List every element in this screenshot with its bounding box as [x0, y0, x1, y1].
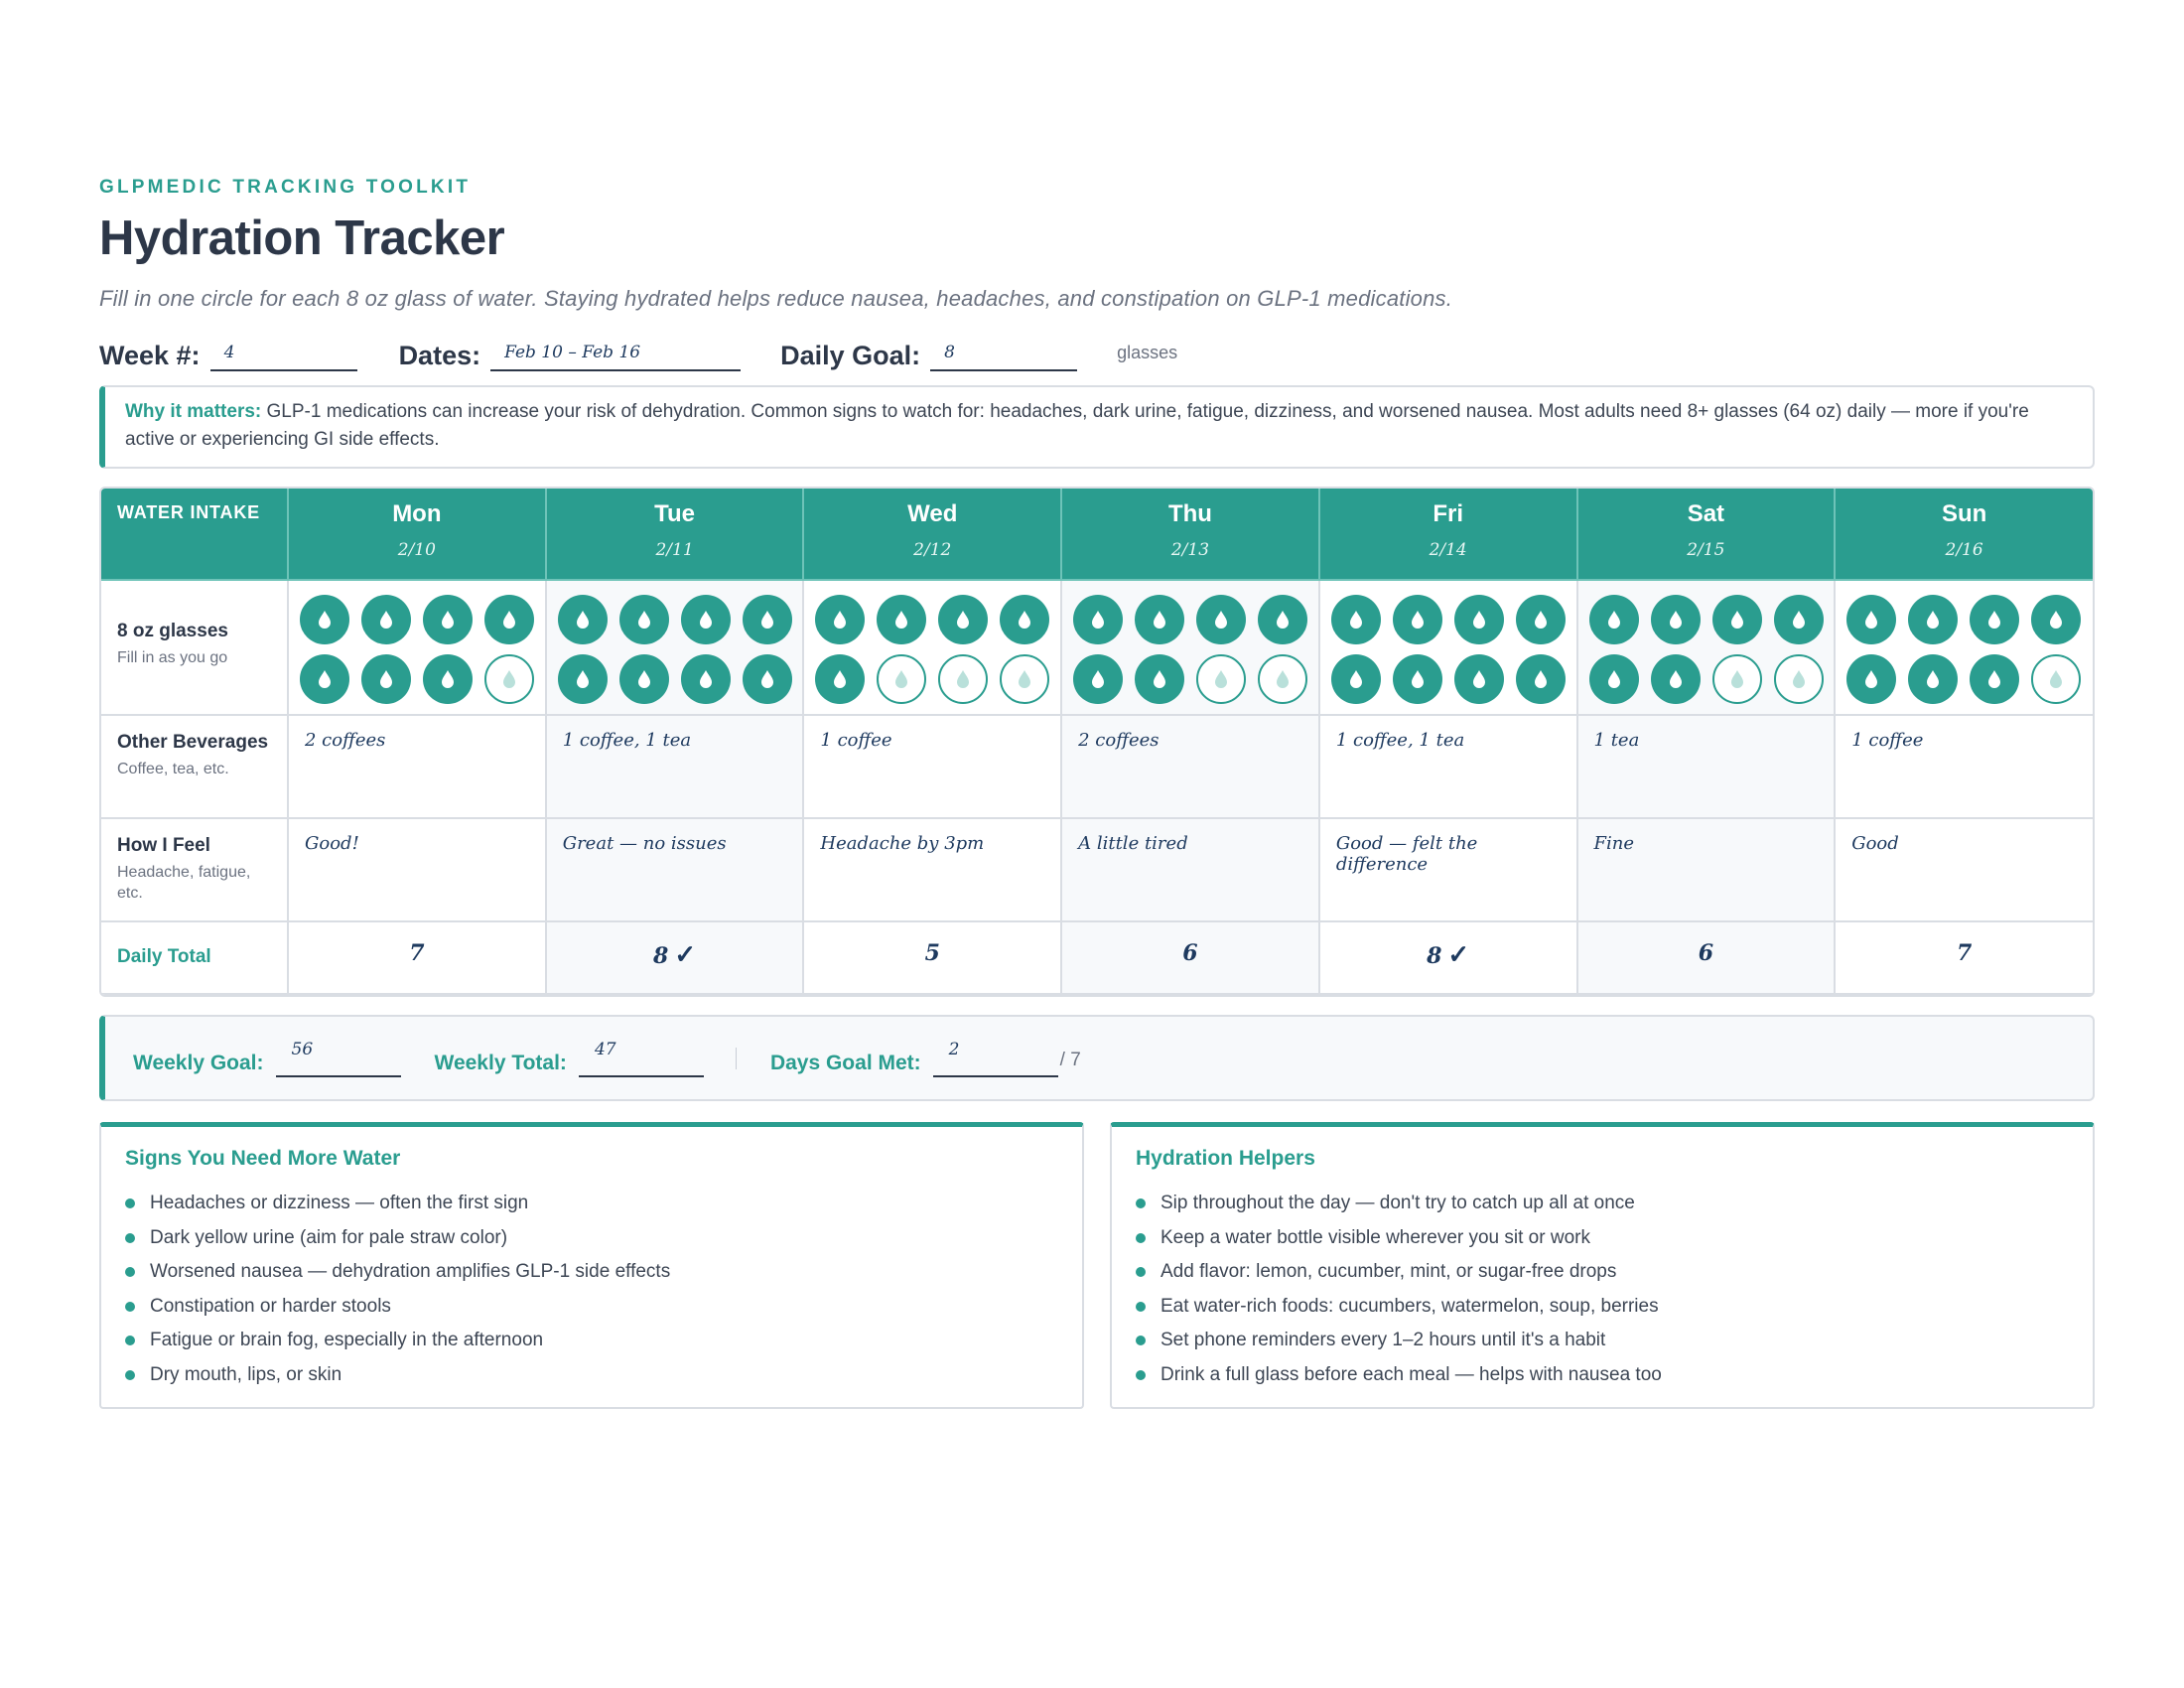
empty-glass-circle[interactable] — [938, 654, 988, 704]
day-name: Sat — [1687, 500, 1725, 527]
day-header — [1577, 489, 1836, 580]
glasses-grid — [1062, 581, 1318, 714]
water-drop-icon — [440, 669, 456, 689]
filled-glass-circle[interactable] — [1589, 595, 1639, 644]
week-label: Week #: — [99, 341, 201, 370]
list-item-text: Worsened nausea — dehydration amplifies GLP-1 side effects — [150, 1261, 671, 1283]
list-item-text: Add flavor: lemon, cucumber, mint, or sugar-free drops — [1160, 1261, 1617, 1283]
empty-glass-circle[interactable] — [877, 654, 926, 704]
filled-glass-circle[interactable] — [1393, 654, 1442, 704]
feel-row — [101, 818, 2093, 921]
feel-cell[interactable]: Good — felt the difference — [1319, 818, 1577, 921]
list-item — [1136, 1324, 2069, 1358]
daily-total-value: 7 — [409, 940, 425, 966]
bullet-dot-icon — [1136, 1302, 1146, 1312]
bullet-dot-icon — [125, 1336, 135, 1345]
daily-total-cell[interactable] — [288, 921, 546, 994]
water-drop-icon — [440, 610, 456, 630]
beverages-row — [101, 715, 2093, 818]
daily-total-value: 8 — [653, 943, 669, 969]
beverages-cell[interactable]: 2 coffees — [1061, 715, 1319, 818]
day-date: 2/10 — [397, 540, 436, 560]
water-drop-icon — [501, 610, 517, 630]
list-item-text: Dry mouth, lips, or skin — [150, 1363, 342, 1385]
filled-glass-circle[interactable] — [619, 654, 669, 704]
weekly-summary — [99, 1015, 2095, 1101]
daily-total-cell[interactable] — [1061, 921, 1319, 994]
day-header — [1061, 489, 1319, 580]
water-drop-icon — [575, 669, 591, 689]
list-item — [1136, 1221, 2069, 1256]
empty-glass-circle[interactable] — [1712, 654, 1762, 704]
glasses-cell — [1835, 580, 2093, 715]
list-item — [125, 1187, 1058, 1221]
beverages-row-sublabel: Coffee, tea, etc. — [117, 761, 229, 777]
water-drop-icon — [832, 669, 848, 689]
daily-total-cell[interactable] — [1319, 921, 1577, 994]
weekly-divider — [736, 1048, 737, 1069]
water-drop-icon — [832, 610, 848, 630]
water-drop-icon — [1533, 669, 1549, 689]
filled-glass-circle[interactable] — [1454, 654, 1504, 704]
day-name: Fri — [1433, 500, 1463, 527]
water-drop-icon — [1090, 610, 1106, 630]
empty-glass-circle[interactable] — [1258, 654, 1307, 704]
list-item-text: Fatigue or brain fog, especially in the afternoon — [150, 1330, 544, 1351]
beverages-cell[interactable]: 1 coffee, 1 tea — [1319, 715, 1577, 818]
toolkit-eyebrow: GLPMEDIC TRACKING TOOLKIT — [99, 177, 472, 198]
water-drop-icon — [1410, 669, 1426, 689]
filled-glass-circle[interactable] — [1258, 595, 1307, 644]
list-item-text: Set phone reminders every 1–2 hours until it's a habit — [1160, 1330, 1606, 1351]
filled-glass-circle[interactable] — [815, 654, 865, 704]
filled-glass-circle[interactable] — [300, 654, 349, 704]
filled-glass-circle[interactable] — [681, 654, 731, 704]
water-drop-icon — [955, 610, 971, 630]
list-item — [1136, 1290, 2069, 1325]
weekly-total-label: Weekly Total: — [434, 1051, 567, 1074]
bullet-dot-icon — [125, 1198, 135, 1208]
bullet-dot-icon — [1136, 1336, 1146, 1345]
water-drop-icon — [698, 610, 714, 630]
list-item — [125, 1290, 1058, 1325]
water-drop-icon — [1017, 669, 1032, 689]
dates-label: Dates: — [398, 341, 481, 370]
empty-glass-circle[interactable] — [2031, 654, 2081, 704]
list-item-text: Keep a water bottle visible wherever you sit or work — [1160, 1226, 1590, 1248]
water-drop-icon — [1348, 669, 1364, 689]
list-item-text: Drink a full glass before each meal — helps with nausea too — [1160, 1363, 1662, 1385]
page-subtitle: Fill in one circle for each 8 oz glass of water. Staying hydrated helps reduce nausea, headaches, and constipation on GLP-1 medications. — [99, 286, 1453, 311]
glasses-row-header — [101, 580, 288, 715]
filled-glass-circle[interactable] — [1589, 654, 1639, 704]
daily-total-row — [101, 921, 2093, 994]
water-drop-icon — [1606, 610, 1622, 630]
day-date: 2/14 — [1429, 540, 1467, 560]
water-drop-icon — [317, 669, 333, 689]
beverages-cell[interactable]: 1 tea — [1577, 715, 1836, 818]
empty-glass-circle[interactable] — [1774, 654, 1824, 704]
filled-glass-circle[interactable] — [300, 595, 349, 644]
feel-cell[interactable]: Great — no issues — [546, 818, 804, 921]
table-header-row — [101, 489, 2093, 580]
filled-glass-circle[interactable] — [1908, 654, 1958, 704]
filled-glass-circle[interactable] — [423, 654, 473, 704]
weekly-goal-label: Weekly Goal: — [133, 1051, 264, 1074]
filled-glass-circle[interactable] — [558, 654, 608, 704]
water-drop-icon — [378, 669, 394, 689]
filled-glass-circle[interactable] — [1000, 595, 1049, 644]
callout-lead: Why it matters: — [125, 401, 262, 422]
daily-total-value: 7 — [1956, 940, 1973, 966]
water-drop-icon — [1925, 669, 1941, 689]
glasses-cell — [288, 580, 546, 715]
water-drop-icon — [1668, 610, 1684, 630]
glasses-row-label: 8 oz glasses — [117, 621, 228, 641]
feel-cell[interactable]: Fine — [1577, 818, 1836, 921]
glasses-grid — [289, 581, 545, 714]
filled-glass-circle[interactable] — [681, 595, 731, 644]
water-drop-icon — [893, 669, 909, 689]
table-corner-label: WATER INTAKE — [101, 489, 288, 580]
beverages-cell[interactable]: 1 coffee, 1 tea — [546, 715, 804, 818]
glasses-cell — [803, 580, 1061, 715]
water-drop-icon — [1925, 610, 1941, 630]
daily-goal-label: Daily Goal: — [780, 341, 921, 370]
glasses-row-sublabel: Fill in as you go — [117, 649, 228, 666]
water-drop-icon — [1606, 669, 1622, 689]
filled-glass-circle[interactable] — [558, 595, 608, 644]
water-drop-icon — [1152, 669, 1167, 689]
feel-cell[interactable]: A little tired — [1061, 818, 1319, 921]
water-drop-icon — [1986, 610, 2002, 630]
bullet-dot-icon — [125, 1302, 135, 1312]
water-drop-icon — [636, 669, 652, 689]
water-drop-icon — [759, 610, 775, 630]
daily-total-value: 8 — [1427, 943, 1442, 969]
filled-glass-circle[interactable] — [2031, 595, 2081, 644]
water-drop-icon — [1275, 669, 1291, 689]
filled-glass-circle[interactable] — [1331, 654, 1381, 704]
daily-total-cell[interactable] — [803, 921, 1061, 994]
day-name: Tue — [654, 500, 695, 527]
weekly-goal-field[interactable]: 56 — [276, 1040, 401, 1077]
day-name: Wed — [907, 500, 958, 527]
list-item-text: Sip throughout the day — don't try to catch up all at once — [1160, 1193, 1635, 1214]
filled-glass-circle[interactable] — [1135, 595, 1184, 644]
day-header — [288, 489, 546, 580]
filled-glass-circle[interactable] — [361, 595, 411, 644]
glasses-cell — [1319, 580, 1577, 715]
filled-glass-circle[interactable] — [1774, 595, 1824, 644]
list-item — [125, 1221, 1058, 1256]
day-header — [546, 489, 804, 580]
filled-glass-circle[interactable] — [423, 595, 473, 644]
water-drop-icon — [1410, 610, 1426, 630]
list-item — [125, 1324, 1058, 1358]
glasses-grid — [1836, 581, 2093, 714]
list-item-text: Dark yellow urine (aim for pale straw color) — [150, 1226, 508, 1248]
water-drop-icon — [636, 610, 652, 630]
water-drop-icon — [1275, 610, 1291, 630]
daily-total-cell[interactable] — [546, 921, 804, 994]
beverages-row-header — [101, 715, 288, 818]
goal-met-check-icon: ✓ — [1447, 940, 1470, 970]
week-field[interactable]: 4 — [210, 336, 357, 371]
bullet-dot-icon — [1136, 1370, 1146, 1380]
water-drop-icon — [1863, 610, 1879, 630]
water-drop-icon — [1791, 669, 1807, 689]
daily-total-value: 5 — [924, 940, 940, 966]
bullet-dot-icon — [1136, 1233, 1146, 1243]
list-item — [1136, 1187, 2069, 1221]
filled-glass-circle[interactable] — [1516, 595, 1566, 644]
list-item — [1136, 1358, 2069, 1393]
beverages-cell[interactable]: 1 coffee — [803, 715, 1061, 818]
filled-glass-circle[interactable] — [1516, 654, 1566, 704]
water-drop-icon — [1213, 669, 1229, 689]
filled-glass-circle[interactable] — [1970, 654, 2019, 704]
water-drop-icon — [1729, 610, 1745, 630]
filled-glass-circle[interactable] — [1454, 595, 1504, 644]
daily-goal-field[interactable]: 8 — [930, 336, 1077, 371]
why-it-matters-callout — [99, 385, 2095, 469]
daily-goal-unit: glasses — [1117, 343, 1178, 362]
list-item — [125, 1358, 1058, 1393]
feel-row-sublabel: Headache, fatigue, etc. — [117, 864, 251, 902]
water-drop-icon — [1471, 610, 1487, 630]
day-date: 2/13 — [1170, 540, 1210, 560]
water-drop-icon — [317, 610, 333, 630]
water-drop-icon — [501, 669, 517, 689]
day-name: Sun — [1941, 500, 1987, 527]
list-item — [1136, 1255, 2069, 1290]
feel-row-header — [101, 818, 288, 921]
filled-glass-circle[interactable] — [1846, 654, 1896, 704]
empty-glass-circle[interactable] — [484, 654, 534, 704]
filled-glass-circle[interactable] — [815, 595, 865, 644]
daily-total-value: 6 — [1182, 940, 1198, 966]
water-drop-icon — [893, 610, 909, 630]
water-intake-table — [99, 487, 2095, 997]
list-item-text: Headaches or dizziness — often the first sign — [150, 1193, 529, 1214]
filled-glass-circle[interactable] — [1712, 595, 1762, 644]
water-drop-icon — [955, 669, 971, 689]
tracker-meta — [99, 332, 2095, 371]
day-header — [803, 489, 1061, 580]
daily-total-cell[interactable] — [1835, 921, 2093, 994]
water-drop-icon — [2048, 669, 2064, 689]
weekly-total-field[interactable]: 47 — [579, 1040, 704, 1077]
water-drop-icon — [1471, 669, 1487, 689]
filled-glass-circle[interactable] — [1073, 595, 1123, 644]
bullet-dot-icon — [1136, 1267, 1146, 1277]
glasses-cell — [1061, 580, 1319, 715]
bullet-dot-icon — [125, 1267, 135, 1277]
tips-section — [99, 1122, 2095, 1409]
filled-glass-circle[interactable] — [743, 595, 792, 644]
glasses-grid — [1320, 581, 1576, 714]
days-goal-met-label: Days Goal Met: — [769, 1051, 921, 1074]
feel-cell[interactable]: Good — [1835, 818, 2093, 921]
day-name: Thu — [1167, 500, 1212, 527]
filled-glass-circle[interactable] — [1073, 654, 1123, 704]
list-item-text: Eat water-rich foods: cucumbers, watermelon, soup, berries — [1160, 1295, 1659, 1317]
list-item-text: Constipation or harder stools — [150, 1295, 391, 1317]
water-drop-icon — [1863, 669, 1879, 689]
feel-row-label: How I Feel — [117, 835, 210, 856]
beverages-cell[interactable]: 2 coffees — [288, 715, 546, 818]
filled-glass-circle[interactable] — [1135, 654, 1184, 704]
water-drop-icon — [1348, 610, 1364, 630]
days-goal-met-field[interactable]: 2 — [933, 1040, 1058, 1077]
water-drop-icon — [1791, 610, 1807, 630]
callout-text: GLP-1 medications can increase your risk of dehydration. Common signs to watch for: headaches, dark urine, fatigue, dizziness, and worsened nausea. Most adults need 8+ glasses (64 oz) daily — more if you're active or experiencing GI side effects. — [125, 401, 2029, 450]
helpers-list — [1136, 1187, 2069, 1392]
feel-cell[interactable]: Headache by 3pm — [803, 818, 1061, 921]
water-drop-icon — [1986, 669, 2002, 689]
beverages-cell[interactable]: 1 coffee — [1835, 715, 2093, 818]
glasses-row — [101, 580, 2093, 715]
daily-total-cell[interactable] — [1577, 921, 1836, 994]
water-drop-icon — [575, 610, 591, 630]
bullet-dot-icon — [125, 1370, 135, 1380]
signs-list — [125, 1187, 1058, 1392]
filled-glass-circle[interactable] — [1846, 595, 1896, 644]
filled-glass-circle[interactable] — [361, 654, 411, 704]
bullet-dot-icon — [125, 1233, 135, 1243]
filled-glass-circle[interactable] — [1651, 654, 1701, 704]
day-date: 2/11 — [655, 540, 694, 560]
empty-glass-circle[interactable] — [1196, 654, 1246, 704]
glasses-grid — [1578, 581, 1835, 714]
water-drop-icon — [1152, 610, 1167, 630]
day-header — [1835, 489, 2093, 580]
filled-glass-circle[interactable] — [877, 595, 926, 644]
list-item — [125, 1255, 1058, 1290]
water-drop-icon — [2048, 610, 2064, 630]
glasses-cell — [1577, 580, 1836, 715]
day-header — [1319, 489, 1577, 580]
filled-glass-circle[interactable] — [484, 595, 534, 644]
feel-cell[interactable]: Good! — [288, 818, 546, 921]
daily-total-value: 6 — [1698, 940, 1714, 966]
water-drop-icon — [378, 610, 394, 630]
filled-glass-circle[interactable] — [1908, 595, 1958, 644]
water-drop-icon — [1213, 610, 1229, 630]
water-drop-icon — [1668, 669, 1684, 689]
filled-glass-circle[interactable] — [1651, 595, 1701, 644]
helpers-card — [1110, 1122, 2095, 1409]
glasses-grid — [804, 581, 1060, 714]
filled-glass-circle[interactable] — [743, 654, 792, 704]
filled-glass-circle[interactable] — [938, 595, 988, 644]
water-drop-icon — [1017, 610, 1032, 630]
empty-glass-circle[interactable] — [1000, 654, 1049, 704]
filled-glass-circle[interactable] — [1393, 595, 1442, 644]
helpers-card-title: Hydration Helpers — [1136, 1147, 1315, 1170]
filled-glass-circle[interactable] — [1970, 595, 2019, 644]
hydration-tracker-page — [99, 177, 2095, 1409]
dates-field[interactable]: Feb 10 – Feb 16 — [490, 336, 741, 371]
filled-glass-circle[interactable] — [1196, 595, 1246, 644]
signs-card — [99, 1122, 1084, 1409]
daily-total-label: Daily Total — [101, 921, 288, 994]
water-drop-icon — [1533, 610, 1549, 630]
signs-card-title: Signs You Need More Water — [125, 1147, 401, 1170]
beverages-row-label: Other Beverages — [117, 732, 269, 753]
day-date: 2/16 — [1945, 540, 1983, 560]
water-drop-icon — [1090, 669, 1106, 689]
goal-met-check-icon: ✓ — [674, 940, 697, 970]
day-name: Mon — [392, 500, 442, 527]
bullet-dot-icon — [1136, 1198, 1146, 1208]
water-drop-icon — [1729, 669, 1745, 689]
water-drop-icon — [759, 669, 775, 689]
glasses-grid — [547, 581, 803, 714]
day-date: 2/15 — [1687, 540, 1725, 560]
days-goal-met-of: / 7 — [1059, 1049, 1081, 1070]
page-title: Hydration Tracker — [99, 211, 505, 265]
glasses-cell — [546, 580, 804, 715]
water-drop-icon — [698, 669, 714, 689]
day-date: 2/12 — [913, 540, 952, 560]
filled-glass-circle[interactable] — [1331, 595, 1381, 644]
filled-glass-circle[interactable] — [619, 595, 669, 644]
